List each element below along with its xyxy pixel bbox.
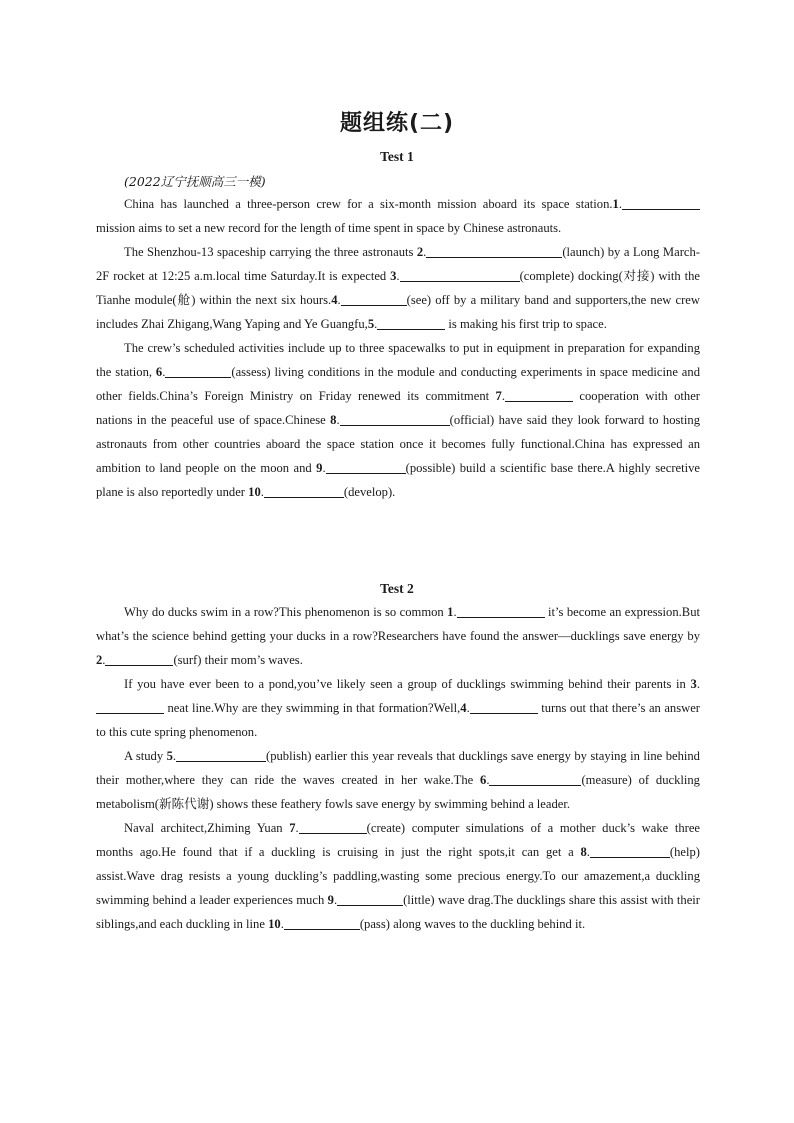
passage-text: (possible) build a scientific base there.A highly secretive plane is also reportedly under [96,461,701,499]
question-number: 4 [460,701,467,715]
answer-blank[interactable] [505,388,573,402]
test1-passage [96,192,700,504]
passage-text: turns out that there’s an answer to this cute spring phenomenon. [96,701,700,739]
answer-blank[interactable] [326,460,406,474]
answer-blank[interactable] [105,652,173,666]
answer-blank[interactable] [96,700,164,714]
test2-passage [96,600,700,936]
answer-blank[interactable] [341,292,407,306]
question-number: 7 [495,389,502,403]
passage-text: A study [124,749,167,763]
passage-text: (help) assist.Wave drag resists a young duckling’s paddling,wasting some precious energy.To our amazement,a duckling swimming behind a leader experiences much [96,845,700,907]
test1-paragraph: China has launched a three-person crew for a six-month mission aboard its space station.1. mission aims to set a new record for the length of time spent in space by Chinese astronauts. [96,192,700,240]
passage-text: (measure) of duckling metabolism(新陈代谢) shows these feathery fowls save energy by swimming behind a leader. [96,773,700,811]
question-number: 5 [367,317,375,331]
answer-blank[interactable] [489,772,581,786]
test1-paragraph: The Shenzhou-13 spaceship carrying the three astronauts 2. (launch) by a Long March-2F rocket at 12:25 a.m.local time Saturday.It is expected 3. (complete) docking(对接) with the Tianhe module(舱) within the next six hours.4. (see) off by a military band and supporters,the new crew includes Zhai Zhigang,Wang Yaping and Ye Guangfu,5. is making his first trip to space. [96,245,700,331]
test1-source-note: (2022辽宁抚顺高三一模) [124,174,266,189]
question-number: 8 [330,413,337,427]
question-number: 10 [248,485,261,499]
test1-paragraph: The crew’s scheduled activities include up to three spacewalks to put in equipment in preparation for expanding the station, 6. (assess) living conditions in the module and conducting experiments in space medicine and other fields.China’s Foreign Ministry on Friday renewed its commitment 7. cooperation with other nations in the peaceful use of space.Chinese 8. (official) have said they look forward to hosting astronauts from other countries aboard the space station once it becomes fully functional.China has expressed an ambition to land people on the moon and 9. (possible) build a scientific base there.A highly secretive plane is also reportedly under 10. (develop). [96,341,701,499]
passage-text: it’s become an expression.But what’s the science behind getting your ducks in a row?Researchers have found the answer—ducklings save energy by [96,605,700,643]
passage-text: (assess) living conditions in the module and conducting experiments in space medicine and other fields.China’s Foreign Ministry on Friday renewed its commitment [96,365,700,403]
passage-text: (complete) docking(对接) with the Tianhe module(舱) within the next six hours. [96,269,700,307]
passage-text: (pass) along waves to the duckling behind it. [359,917,586,931]
answer-blank[interactable] [340,412,450,426]
answer-blank[interactable] [622,196,700,210]
answer-blank[interactable] [400,268,520,282]
question-number: 9 [327,893,334,907]
question-number: 10 [268,917,281,931]
test2-paragraph: If you have ever been to a pond,you’ve likely seen a group of ducklings swimming behind their parents in 3. neat line.Why are they swimming in that formation?Well,4. turns out that there’s an answer to this cute spring phenomenon. [96,677,700,739]
answer-blank[interactable] [176,748,266,762]
passage-text: mission aims to set a new record for the length of time spent in space by Chinese astronauts. [96,221,562,235]
question-number: 2 [96,653,103,667]
answer-blank[interactable] [284,916,360,930]
question-number: 6 [155,365,163,379]
answer-blank[interactable] [299,820,367,834]
question-number: 2 [416,245,424,259]
question-number: 3 [390,269,397,283]
passage-text: cooperation with other nations in the peaceful use of space.Chinese [96,389,700,427]
passage-text: If you have ever been to a pond,you’ve likely seen a group of ducklings swimming behind their parents in [124,677,691,691]
test2-paragraph: Naval architect,Zhiming Yuan 7. (create) computer simulations of a mother duck’s wake three months ago.He found that if a duckling is cruising in just the right spots,it can get a 8. (help) assist.Wave drag resists a young duckling’s paddling,wasting some precious energy.To our amazement,a duckling swimming behind a leader experiences much 9. (little) wave drag.The ducklings share this assist with their siblings,and each duckling in line 10. (pass) along waves to the duckling behind it. [96,821,700,931]
answer-blank[interactable] [426,244,562,258]
answer-blank[interactable] [337,892,403,906]
question-number: 6 [480,773,487,787]
answer-blank[interactable] [165,364,231,378]
passage-text: (launch) by a Long March-2F rocket at 12:25 a.m.local time Saturday.It is expected [96,245,700,283]
answer-blank[interactable] [470,700,538,714]
question-number: 7 [289,821,296,835]
passage-text: The crew’s scheduled activities include up to three spacewalks to put in equipment in preparation for expanding the station, [96,341,700,379]
answer-blank[interactable] [264,484,344,498]
passage-text: (create) computer simulations of a mother duck’s wake three months ago.He found that if a duckling is cruising in just the right spots,it can get a [96,821,700,859]
passage-text: Naval architect,Zhiming Yuan [124,821,290,835]
passage-text: neat line.Why are they swimming in that formation?Well, [164,701,461,715]
passage-text: The Shenzhou-13 spaceship carrying the three astronauts [124,245,417,259]
passage-text: China has launched a three-person crew for a six-month mission aboard its space station. [124,197,613,211]
test2-heading: Test 2 [380,581,414,596]
test2-paragraph: A study 5. (publish) earlier this year reveals that ducklings save energy by staying in line behind their mother,where they can ride the waves created in her wake.The 6. (measure) of duckling metabolism(新陈代谢) shows these feathery fowls save energy by swimming behind a leader. [96,749,700,811]
answer-blank[interactable] [590,844,670,858]
question-number: 8 [580,845,587,859]
passage-text: is making his first trip to space. [445,317,607,331]
question-number: 3 [690,677,697,691]
question-number: 9 [316,461,323,475]
test1-heading: Test 1 [380,149,414,164]
answer-blank[interactable] [377,316,445,330]
page-title: 题组练(二) [339,111,455,136]
passage-text: (surf) their mom’s waves. [173,653,303,667]
answer-blank[interactable] [457,604,545,618]
passage-text: (see) off by a military band and supporters,the new crew includes Zhai Zhigang,Wang Yaping and Ye Guangfu, [96,293,700,331]
question-number: 4 [331,293,338,307]
passage-text: (official) have said they look forward to hosting astronauts from other countries aboard the space station once it becomes fully functional.China has expressed an ambition to land people on the moon and [96,413,701,475]
question-number: 1 [612,197,619,211]
question-number: 1 [447,605,454,619]
question-number: 5 [166,749,173,763]
passage-text: (publish) earlier this year reveals that ducklings save energy by staying in line behind their mother,where they can ride the waves created in her wake.The [96,749,700,787]
passage-text: (develop). [343,485,396,499]
test2-paragraph: Why do ducks swim in a row?This phenomenon is so common 1. it’s become an expression.But what’s the science behind getting your ducks in a row?Researchers have found the answer—ducklings save energy by 2. (surf) their mom’s waves. [96,605,700,667]
passage-text: Why do ducks swim in a row?This phenomenon is so common [124,605,448,619]
passage-text: (little) wave drag.The ducklings share this assist with their siblings,and each duckling in line [96,893,700,931]
